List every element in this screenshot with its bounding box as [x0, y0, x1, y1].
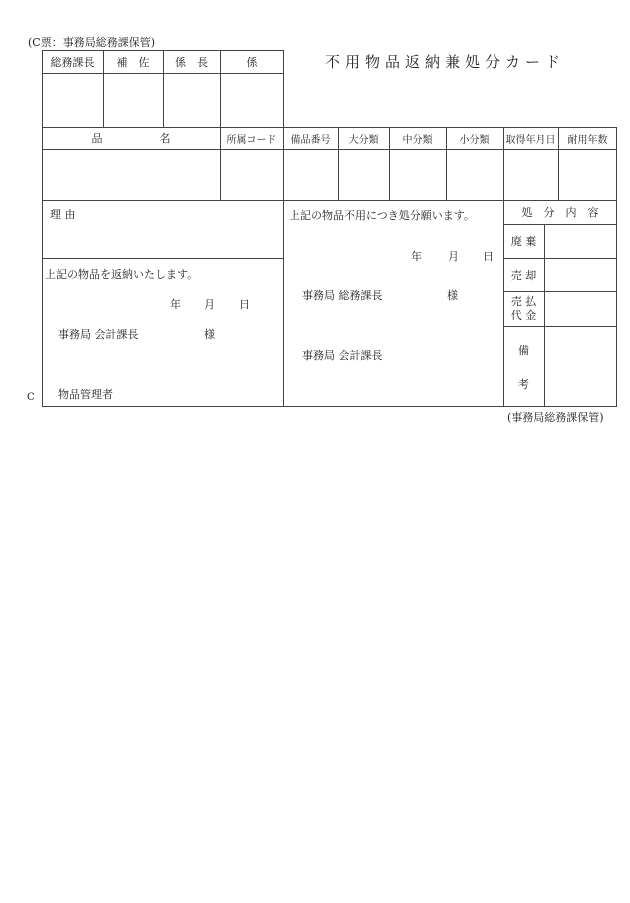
proceeds-label-1: 売 払: [510, 294, 537, 308]
remarks-label: [503, 326, 544, 407]
side-mark: C: [27, 392, 35, 403]
year-label: 年: [411, 250, 422, 263]
header-code: 所属コード: [226, 134, 277, 146]
approval-label: 係 長: [175, 55, 208, 69]
header-name-1: 品: [91, 132, 103, 145]
month-label: 月: [448, 250, 459, 263]
return-statement: 上記の物品を返納いたします。: [45, 268, 199, 281]
approval-label: 総務課長: [50, 55, 95, 69]
discard-label: 廃 棄: [510, 235, 537, 248]
remarks-label-2: 考: [518, 377, 529, 391]
day-label: 日: [239, 298, 250, 311]
month-label: 月: [204, 298, 215, 311]
disposal-addressee-1: 事務局 総務課長: [302, 289, 383, 302]
header-name-2: 名: [159, 132, 171, 145]
approval-label: 係: [246, 55, 258, 69]
remarks-label-1: 備: [518, 343, 529, 357]
sama-label: 様: [447, 289, 458, 302]
form-title: 不用物品返納兼処分カード: [325, 53, 566, 71]
header-acquired: 取得年月日: [505, 134, 556, 146]
disposal-addressee-2: 事務局 会計課長: [302, 349, 383, 362]
header-number: 備品番号: [290, 134, 331, 146]
header-medium: 中分類: [402, 134, 433, 146]
return-addressee: 事務局 会計課長: [58, 328, 139, 341]
header-small: 小分類: [459, 134, 490, 146]
header-life: 耐用年数: [567, 134, 608, 146]
proceeds-label-2: 代 金: [510, 308, 537, 322]
year-label: 年: [170, 298, 181, 311]
header-note: (C票：事務局総務課保管): [28, 36, 155, 49]
sama-label: 様: [204, 328, 215, 341]
reason-label: 理 由: [50, 208, 76, 221]
header-large: 大分類: [348, 134, 379, 146]
sale-label: 売 却: [510, 268, 537, 282]
disposal-statement: 上記の物品不用につき処分願います。: [289, 209, 475, 222]
proceeds-label: [503, 291, 544, 326]
day-label: 日: [483, 250, 494, 263]
footer-note: (事務局総務課保管): [507, 411, 604, 424]
disposal-content-header: 処 分 内 容: [521, 206, 599, 219]
property-manager: 物品管理者: [58, 388, 113, 401]
approval-label: 補 佐: [116, 55, 150, 69]
